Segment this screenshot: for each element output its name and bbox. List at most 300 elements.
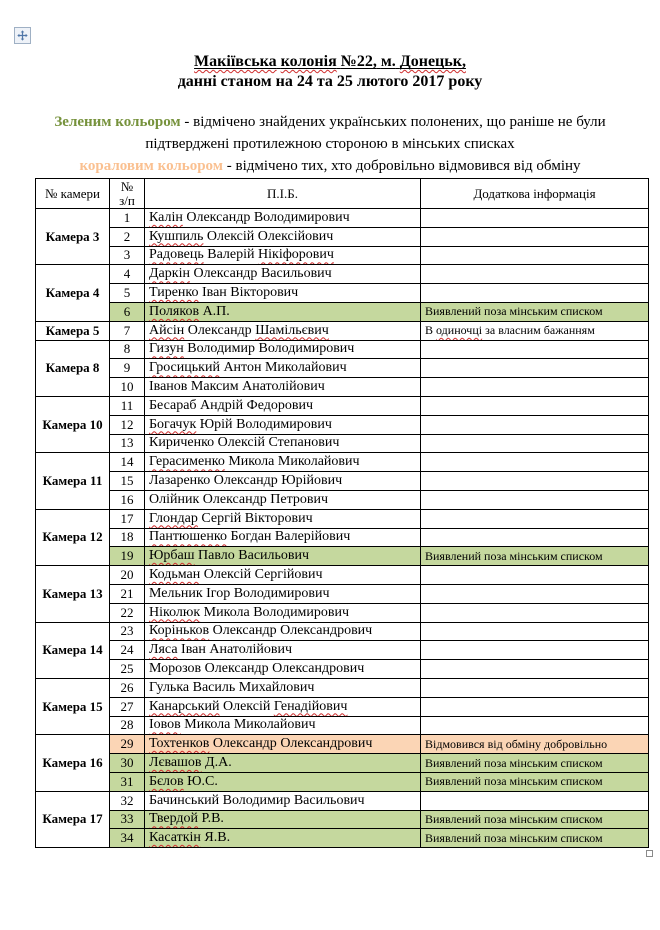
camera-cell: Камера 12: [36, 509, 110, 565]
prisoner-name-cell: [145, 378, 421, 397]
word: Пантюшенко: [149, 529, 227, 545]
table-move-handle[interactable]: [14, 27, 31, 44]
word: списком: [560, 774, 603, 789]
word: Олександрович: [280, 623, 373, 639]
word: Анатолійович: [242, 379, 325, 395]
word: Шамільєвич: [255, 322, 329, 338]
additional-info-cell: [421, 453, 649, 472]
word: добровільно: [544, 736, 608, 751]
row-number-cell: 19: [110, 547, 145, 566]
word: списком: [560, 304, 603, 319]
word: Антон: [223, 360, 262, 376]
word: Олександр: [193, 266, 258, 282]
word: А.П.: [202, 303, 230, 319]
word: Олександрович: [272, 661, 365, 677]
word: Степанович: [268, 435, 340, 451]
additional-info-cell: [421, 622, 649, 641]
word: Коріньков: [149, 623, 210, 639]
row-number-cell: 8: [110, 340, 145, 359]
word: Юрій: [199, 416, 233, 432]
word: Олександрович: [280, 736, 373, 752]
row-number-cell: 23: [110, 622, 145, 641]
additional-info-cell: [421, 434, 649, 453]
word: Бесараб: [149, 397, 197, 413]
word: Вікторович: [230, 285, 299, 301]
word: Кодьман: [149, 567, 201, 583]
table-row: [36, 678, 649, 697]
prisoner-name-cell: [145, 340, 421, 359]
word: від: [487, 736, 503, 751]
row-number-cell: 18: [110, 528, 145, 547]
word: Олександр: [187, 322, 252, 338]
word: Ігор: [206, 585, 231, 601]
row-number-cell: 2: [110, 227, 145, 246]
row-number-cell: 20: [110, 566, 145, 585]
word: мінським: [509, 774, 558, 789]
word: Лєвашов: [149, 755, 202, 770]
word: списком: [560, 811, 603, 826]
additional-info-cell: [421, 772, 649, 791]
table-row: [36, 246, 649, 265]
word: Гизун: [149, 341, 184, 357]
row-number-cell: 17: [110, 509, 145, 528]
word: Васильович: [293, 792, 365, 808]
word: Володимирович: [258, 341, 355, 357]
word: Бачинський: [149, 792, 220, 808]
word: Ляса: [149, 642, 178, 658]
prisoner-name-cell: [145, 321, 421, 340]
header-name: П.І.Б.: [145, 179, 421, 209]
table-row: [36, 359, 649, 378]
row-number-cell: 9: [110, 359, 145, 378]
word: Олійник: [149, 491, 200, 507]
additional-info-cell: [421, 810, 649, 829]
additional-info-cell: [421, 415, 649, 434]
word: списком: [560, 830, 603, 845]
additional-info-cell: [421, 321, 649, 340]
row-number-cell: 3: [110, 246, 145, 265]
word: Богачук: [149, 416, 197, 432]
table-row: [36, 302, 649, 321]
word: Федорович: [246, 397, 314, 413]
prisoner-name-cell: [145, 453, 421, 472]
additional-info-cell: [421, 566, 649, 585]
word: Мельник: [149, 585, 203, 601]
word: Кушпиль: [149, 228, 204, 244]
word: Васильович: [260, 266, 332, 282]
table-row: [36, 321, 649, 340]
word: Васильович: [238, 548, 310, 564]
table-row: [36, 472, 649, 491]
camera-cell: Камера 5: [36, 321, 110, 340]
word: Володимирович: [253, 604, 350, 620]
additional-info-cell: [421, 265, 649, 284]
additional-info-cell: [421, 490, 649, 509]
word: Олексій: [217, 435, 266, 451]
prisoner-name-cell: [145, 302, 421, 321]
prisoner-name-cell: [145, 246, 421, 265]
camera-cell: Камера 16: [36, 735, 110, 791]
word: Глондар: [149, 510, 198, 526]
row-number-cell: 10: [110, 378, 145, 397]
word: Кириченко: [149, 435, 215, 451]
legend-green-line2: підтверджені протилежною стороною в мінських списках: [145, 136, 515, 152]
word: Тохтенков: [149, 736, 210, 752]
word: Іванов: [149, 379, 188, 395]
additional-info-cell: [421, 359, 649, 378]
word: Макіївська: [194, 53, 277, 70]
document-title: [0, 52, 660, 92]
word: м.: [380, 53, 396, 70]
word: Михайлович: [238, 679, 315, 695]
word: Відмовився: [425, 736, 485, 751]
camera-cell: Камера 3: [36, 209, 110, 265]
word: мінським: [509, 548, 558, 563]
word: одиночці: [436, 323, 483, 338]
word: Даркін: [149, 266, 190, 282]
additional-info-cell: [421, 829, 649, 848]
word: Юрійович: [281, 473, 343, 489]
word: поза: [484, 548, 507, 563]
additional-info-cell: [421, 660, 649, 679]
word: Сергійович: [254, 567, 323, 583]
legend-green-line1: [0, 111, 660, 133]
word: Олексій: [222, 698, 271, 714]
word: Ніколюк: [149, 604, 201, 620]
row-number-cell: 7: [110, 321, 145, 340]
word: мінським: [509, 755, 558, 770]
prisoner-name-cell: [145, 584, 421, 603]
word: поза: [484, 830, 507, 845]
word: Валерійович: [274, 529, 351, 545]
table-row: [36, 284, 649, 303]
word: Миколайович: [277, 454, 360, 470]
header-num: № з/п: [110, 179, 145, 209]
table-row: [36, 716, 649, 735]
word: Анатолійович: [209, 642, 293, 658]
table-row: [36, 791, 649, 810]
prisoner-name-cell: [145, 810, 421, 829]
camera-cell: Камера 8: [36, 340, 110, 396]
additional-info-cell: [421, 340, 649, 359]
color-legend: [0, 111, 660, 177]
word: обміну: [505, 736, 542, 751]
table-row: [36, 810, 649, 829]
row-number-cell: 5: [110, 284, 145, 303]
word: Гросицький: [149, 360, 220, 376]
prisoner-name-cell: [145, 566, 421, 585]
word: Герасименко: [149, 454, 225, 470]
row-number-cell: 30: [110, 754, 145, 773]
additional-info-cell: [421, 378, 649, 397]
additional-info-cell: [421, 284, 649, 303]
title-line1: [0, 52, 660, 72]
prisoner-name-cell: [145, 735, 421, 754]
table-row: [36, 754, 649, 773]
word: Олександр: [204, 661, 269, 677]
word: списком: [560, 548, 603, 563]
word: Генадійович: [273, 698, 348, 714]
prisoner-name-cell: [145, 716, 421, 735]
table-row: [36, 209, 649, 228]
word: Юрбаш: [149, 548, 195, 564]
additional-info-cell: [421, 754, 649, 773]
word: Виявлений: [425, 755, 482, 770]
additional-info-cell: [421, 697, 649, 716]
prisoner-name-cell: [145, 660, 421, 679]
prisoner-name-cell: [145, 434, 421, 453]
camera-cell: Камера 11: [36, 453, 110, 509]
camera-cell: Камера 13: [36, 566, 110, 622]
word: Д.А.: [205, 755, 232, 770]
word: Айсін: [149, 322, 185, 338]
additional-info-cell: [421, 791, 649, 810]
prisoners-table: [35, 178, 649, 848]
word: Сергій: [201, 510, 242, 526]
additional-info-cell: [421, 509, 649, 528]
word: Виявлений: [425, 548, 482, 563]
row-number-cell: 34: [110, 829, 145, 848]
prisoner-name-cell: [145, 359, 421, 378]
word: списком: [560, 755, 603, 770]
camera-cell: Камера 14: [36, 622, 110, 678]
additional-info-cell: [421, 678, 649, 697]
prisoner-name-cell: [145, 678, 421, 697]
word: Виявлений: [425, 811, 482, 826]
word: Виявлений: [425, 830, 482, 845]
word: Бєлов: [149, 773, 184, 789]
table-resize-handle[interactable]: [646, 850, 653, 857]
word: Я.В.: [204, 830, 231, 846]
row-number-cell: 24: [110, 641, 145, 660]
table-row: [36, 434, 649, 453]
table-row: [36, 528, 649, 547]
row-number-cell: 25: [110, 660, 145, 679]
prisoner-name-cell: [145, 396, 421, 415]
word: Олексій: [206, 228, 255, 244]
row-number-cell: 33: [110, 810, 145, 829]
additional-info-cell: [421, 716, 649, 735]
prisoner-name-cell: [145, 754, 421, 773]
table-row: [36, 735, 649, 754]
additional-info-cell: [421, 396, 649, 415]
row-number-cell: 28: [110, 716, 145, 735]
word: Олексійович: [257, 228, 334, 244]
table-row: [36, 772, 649, 791]
prisoner-name-cell: [145, 509, 421, 528]
additional-info-cell: [421, 302, 649, 321]
row-number-cell: 13: [110, 434, 145, 453]
word: бажанням: [543, 323, 595, 338]
prisoner-name-cell: [145, 603, 421, 622]
word: Виявлений: [425, 304, 482, 319]
table-row: [36, 227, 649, 246]
table-row: [36, 509, 649, 528]
prisoner-name-cell: [145, 227, 421, 246]
row-number-cell: 21: [110, 584, 145, 603]
word: Миколайович: [264, 360, 347, 376]
header-camera: № камери: [36, 179, 110, 209]
word: Володимирович: [253, 209, 350, 225]
additional-info-cell: [421, 584, 649, 603]
word: Володимир: [222, 792, 291, 808]
additional-info-cell: [421, 472, 649, 491]
table-row: [36, 490, 649, 509]
word: Морозов: [149, 661, 202, 677]
additional-info-cell: [421, 547, 649, 566]
row-number-cell: 1: [110, 209, 145, 228]
row-number-cell: 6: [110, 302, 145, 321]
move-arrows-icon: [17, 30, 28, 41]
word: В: [425, 323, 434, 338]
word: Павло: [198, 548, 235, 564]
word: Канарський: [149, 698, 220, 714]
legend-coral-line: [0, 155, 660, 177]
table-row: [36, 697, 649, 716]
legend-coral-text: - відмічено тих, хто добровільно відмовився від обміну: [223, 158, 581, 174]
row-number-cell: 26: [110, 678, 145, 697]
camera-cell: Камера 10: [36, 396, 110, 452]
word: Калін: [149, 209, 183, 225]
word: Іван: [181, 642, 206, 658]
table-row: [36, 603, 649, 622]
table-row: [36, 453, 649, 472]
table-row: [36, 641, 649, 660]
word: Донецьк,: [399, 53, 466, 70]
camera-cell: Камера 15: [36, 678, 110, 734]
word: Вікторович: [244, 510, 313, 526]
prisoner-name-cell: [145, 697, 421, 716]
word: Олександр: [213, 473, 278, 489]
word: Андрій: [200, 397, 244, 413]
word: Олексій: [203, 567, 252, 583]
row-number-cell: 16: [110, 490, 145, 509]
word: Іовов: [149, 717, 181, 733]
prisoner-name-cell: [145, 415, 421, 434]
table-row: [36, 660, 649, 679]
row-number-cell: 27: [110, 697, 145, 716]
row-number-cell: 14: [110, 453, 145, 472]
table-row: [36, 396, 649, 415]
word: Миколайович: [233, 717, 316, 733]
prisoner-name-cell: [145, 284, 421, 303]
additional-info-cell: [421, 528, 649, 547]
word: Василь: [192, 679, 236, 695]
camera-cell: Камера 4: [36, 265, 110, 321]
prisoner-name-cell: [145, 772, 421, 791]
prisoner-name-cell: [145, 265, 421, 284]
title-line2: данні станом на 24 та 25 лютого 2017 року: [177, 73, 483, 90]
prisoner-name-cell: [145, 547, 421, 566]
word: Р.В.: [201, 811, 224, 827]
word: Лазаренко: [149, 473, 211, 489]
row-number-cell: 15: [110, 472, 145, 491]
row-number-cell: 22: [110, 603, 145, 622]
table-row: [36, 340, 649, 359]
table-row: [36, 265, 649, 284]
word: Поляков: [149, 303, 200, 319]
word: Ю.С.: [187, 773, 218, 789]
word: колонія: [280, 53, 337, 70]
table-row: [36, 547, 649, 566]
word: Богдан: [230, 529, 272, 545]
table-row: [36, 829, 649, 848]
prisoner-name-cell: [145, 791, 421, 810]
prisoner-name-cell: [145, 472, 421, 491]
word: мінським: [509, 811, 558, 826]
word: Твердой: [149, 811, 199, 827]
word: Олександр: [202, 491, 267, 507]
additional-info-cell: [421, 735, 649, 754]
word: Володимирович: [236, 416, 332, 432]
table-header-row: [36, 179, 649, 209]
word: №22,: [340, 53, 377, 70]
prisoner-name-cell: [145, 622, 421, 641]
additional-info-cell: [421, 246, 649, 265]
additional-info-cell: [421, 641, 649, 660]
word: Валерій: [207, 247, 255, 263]
prisoner-name-cell: [145, 209, 421, 228]
word: Олександр: [186, 209, 251, 225]
row-number-cell: 32: [110, 791, 145, 810]
word: Микола: [184, 717, 231, 733]
word: мінським: [509, 304, 558, 319]
row-number-cell: 29: [110, 735, 145, 754]
table-row: [36, 415, 649, 434]
legend-green-label: Зеленим кольором: [54, 114, 181, 130]
word: мінським: [509, 830, 558, 845]
word: Нікіфорович: [258, 247, 334, 263]
word: Микола: [228, 454, 275, 470]
row-number-cell: 4: [110, 265, 145, 284]
word: поза: [484, 755, 507, 770]
word: Олександр: [212, 736, 277, 752]
word: Іван: [202, 285, 227, 301]
word: Олександр: [212, 623, 277, 639]
word: Касаткін: [149, 830, 201, 846]
legend-green-text1: - відмічено знайдених українських полонених, що раніше не були: [180, 114, 606, 130]
word: Тиренко: [149, 285, 199, 301]
table-row: [36, 622, 649, 641]
word: Микола: [203, 604, 250, 620]
header-info: Додаткова інформація: [421, 179, 649, 209]
word: Виявлений: [425, 774, 482, 789]
word: Максим: [190, 379, 239, 395]
row-number-cell: 12: [110, 415, 145, 434]
prisoner-name-cell: [145, 641, 421, 660]
additional-info-cell: [421, 603, 649, 622]
legend-coral-label: кораловим кольором: [79, 158, 223, 174]
word: поза: [484, 774, 507, 789]
prisoners-table-wrap: [35, 178, 649, 848]
word: Петрович: [270, 491, 329, 507]
table-row: [36, 566, 649, 585]
prisoner-name-cell: [145, 829, 421, 848]
additional-info-cell: [421, 209, 649, 228]
word: поза: [484, 304, 507, 319]
prisoner-name-cell: [145, 490, 421, 509]
word: Володимирович: [233, 585, 330, 601]
word: Радовець: [149, 247, 204, 263]
table-row: [36, 584, 649, 603]
word: Гулька: [149, 679, 190, 695]
word: Володимир: [187, 341, 255, 357]
row-number-cell: 11: [110, 396, 145, 415]
camera-cell: Камера 17: [36, 791, 110, 847]
word: власним: [498, 323, 541, 338]
row-number-cell: 31: [110, 772, 145, 791]
word: за: [485, 323, 496, 338]
